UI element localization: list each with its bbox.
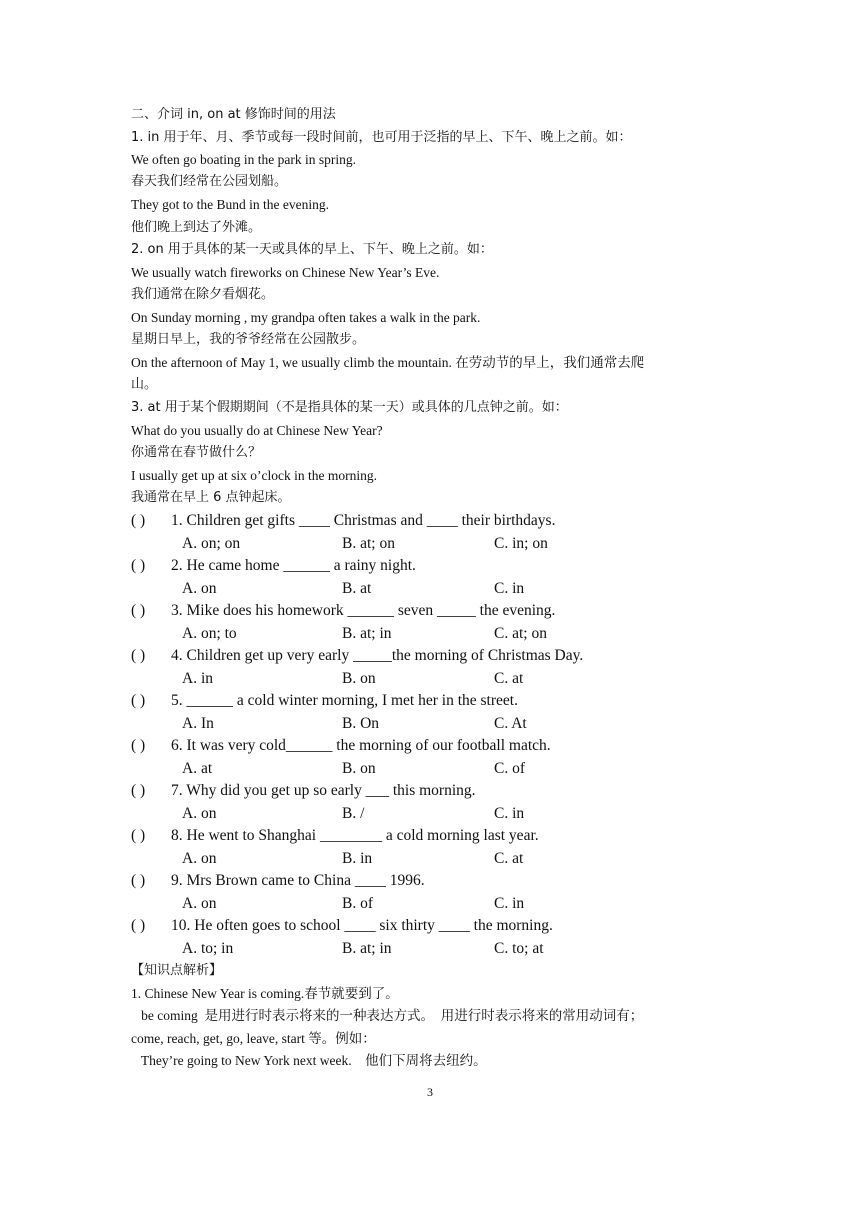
example-zh: 他们晚上到达了外滩。: [131, 220, 262, 235]
option-b: B. at: [342, 580, 372, 597]
question-stem: 8. He went to Shanghai ________ a cold morning last year.: [171, 827, 539, 844]
answer-blank[interactable]: ( ): [131, 782, 146, 799]
question-6: [131, 736, 731, 756]
question-5: [131, 691, 731, 711]
question-5-options: [131, 714, 731, 734]
analysis-line: They’re going to New York next week. 他们下周将去纽约。: [131, 1053, 487, 1068]
option-c: C. in: [494, 580, 525, 597]
question-4: [131, 646, 731, 666]
question-3-options: [131, 624, 731, 644]
question-1: [131, 511, 731, 531]
analysis-line: come, reach, get, go, leave, start 等。例如：: [131, 1031, 376, 1046]
option-c: C. in: [494, 805, 525, 822]
example-en: What do you usually do at Chinese New Year?: [131, 423, 383, 438]
question-2: [131, 556, 731, 576]
page-number: 3: [427, 1085, 433, 1099]
example-zh: 我通常在早上 6 点钟起床。: [131, 490, 291, 505]
option-b: B. at; on: [342, 535, 395, 552]
option-b: B. On: [342, 715, 380, 732]
section-heading: 二、介词 in, on at 修饰时间的用法: [131, 107, 336, 122]
rule-on: 2. on 用于具体的某一天或具体的早上、下午、晚上之前。如：: [131, 242, 493, 257]
question-stem: 1. Children get gifts ____ Christmas and ____ their birthdays.: [171, 512, 556, 529]
option-a: A. In: [182, 715, 214, 732]
option-b: B. on: [342, 760, 376, 777]
rule-at: 3. at 用于某个假期期间（不是指具体的某一天）或具体的几点钟之前。如：: [131, 400, 568, 415]
example-en: They got to the Bund in the evening.: [131, 197, 329, 212]
option-a: A. on; on: [182, 535, 241, 552]
question-stem: 2. He came home ______ a rainy night.: [171, 557, 416, 574]
question-4-options: [131, 669, 731, 689]
example-zh: 春天我们经常在公园划船。: [131, 174, 288, 189]
option-c: C. in: [494, 895, 525, 912]
question-stem: 4. Children get up very early _____the morning of Christmas Day.: [171, 647, 584, 664]
question-10-options: [131, 939, 731, 959]
answer-blank[interactable]: ( ): [131, 692, 146, 709]
example-mixed: On the afternoon of May 1, we usually climb the mountain. 在劳动节的早上，我们通常去爬: [131, 355, 645, 370]
answer-blank[interactable]: ( ): [131, 647, 146, 664]
option-c: C. At: [494, 715, 527, 732]
option-c: C. at: [494, 850, 524, 867]
answer-blank[interactable]: ( ): [131, 827, 146, 844]
question-6-options: [131, 759, 731, 779]
example-zh: 星期日早上，我的爷爷经常在公园散步。: [131, 332, 366, 347]
answer-blank[interactable]: ( ): [131, 872, 146, 889]
question-stem: 3. Mike does his homework ______ seven _____ the evening.: [171, 602, 556, 619]
option-a: A. on: [182, 850, 217, 867]
option-a: A. on: [182, 805, 217, 822]
question-stem: 9. Mrs Brown came to China ____ 1996.: [171, 872, 425, 889]
example-en: We often go boating in the park in spring.: [131, 152, 356, 167]
answer-blank[interactable]: ( ): [131, 917, 146, 934]
option-b: B. in: [342, 850, 373, 867]
option-c: C. in; on: [494, 535, 548, 552]
question-stem: 5. ______ a cold winter morning, I met her in the street.: [171, 692, 518, 709]
question-9-options: [131, 894, 731, 914]
option-a: A. on; to: [182, 625, 237, 642]
option-c: C. of: [494, 760, 525, 777]
option-a: A. in: [182, 670, 213, 687]
analysis-line: be coming 是用进行时表示将来的一种表达方式。 用进行时表示将来的常用动词有；: [131, 1008, 644, 1023]
example-zh-cont: 山。: [131, 377, 158, 392]
example-en: I usually get up at six o’clock in the morning.: [131, 468, 377, 483]
question-stem: 6. It was very cold______ the morning of our football match.: [171, 737, 551, 754]
option-b: B. /: [342, 805, 365, 822]
option-c: C. at; on: [494, 625, 547, 642]
question-10: [131, 916, 731, 936]
example-zh: 我们通常在除夕看烟花。: [131, 287, 275, 302]
analysis-line: 1. Chinese New Year is coming.春节就要到了。: [131, 986, 399, 1001]
example-en: We usually watch fireworks on Chinese New Year’s Eve.: [131, 265, 440, 280]
answer-blank[interactable]: ( ): [131, 557, 146, 574]
answer-blank[interactable]: ( ): [131, 512, 146, 529]
option-a: A. to; in: [182, 940, 234, 957]
example-en: On Sunday morning , my grandpa often takes a walk in the park.: [131, 310, 481, 325]
question-stem: 10. He often goes to school ____ six thirty ____ the morning.: [171, 917, 553, 934]
option-a: A. on: [182, 895, 217, 912]
answer-blank[interactable]: ( ): [131, 737, 146, 754]
question-8-options: [131, 849, 731, 869]
question-3: [131, 601, 731, 621]
option-b: B. on: [342, 670, 376, 687]
option-b: B. at; in: [342, 625, 392, 642]
question-stem: 7. Why did you get up so early ___ this morning.: [171, 782, 476, 799]
option-c: C. at: [494, 670, 524, 687]
option-a: A. on: [182, 580, 217, 597]
question-7: [131, 781, 731, 801]
question-9: [131, 871, 731, 891]
answer-blank[interactable]: ( ): [131, 602, 146, 619]
question-8: [131, 826, 731, 846]
option-c: C. to; at: [494, 940, 544, 957]
question-7-options: [131, 804, 731, 824]
analysis-heading: 【知识点解析】: [131, 963, 223, 978]
option-b: B. at; in: [342, 940, 392, 957]
rule-in: 1. in 用于年、月、季节或每一段时间前，也可用于泛指的早上、下午、晚上之前。如：: [131, 130, 632, 145]
example-zh: 你通常在春节做什么？: [131, 445, 262, 460]
option-a: A. at: [182, 760, 213, 777]
option-b: B. of: [342, 895, 373, 912]
question-2-options: [131, 579, 731, 599]
question-1-options: [131, 534, 731, 554]
